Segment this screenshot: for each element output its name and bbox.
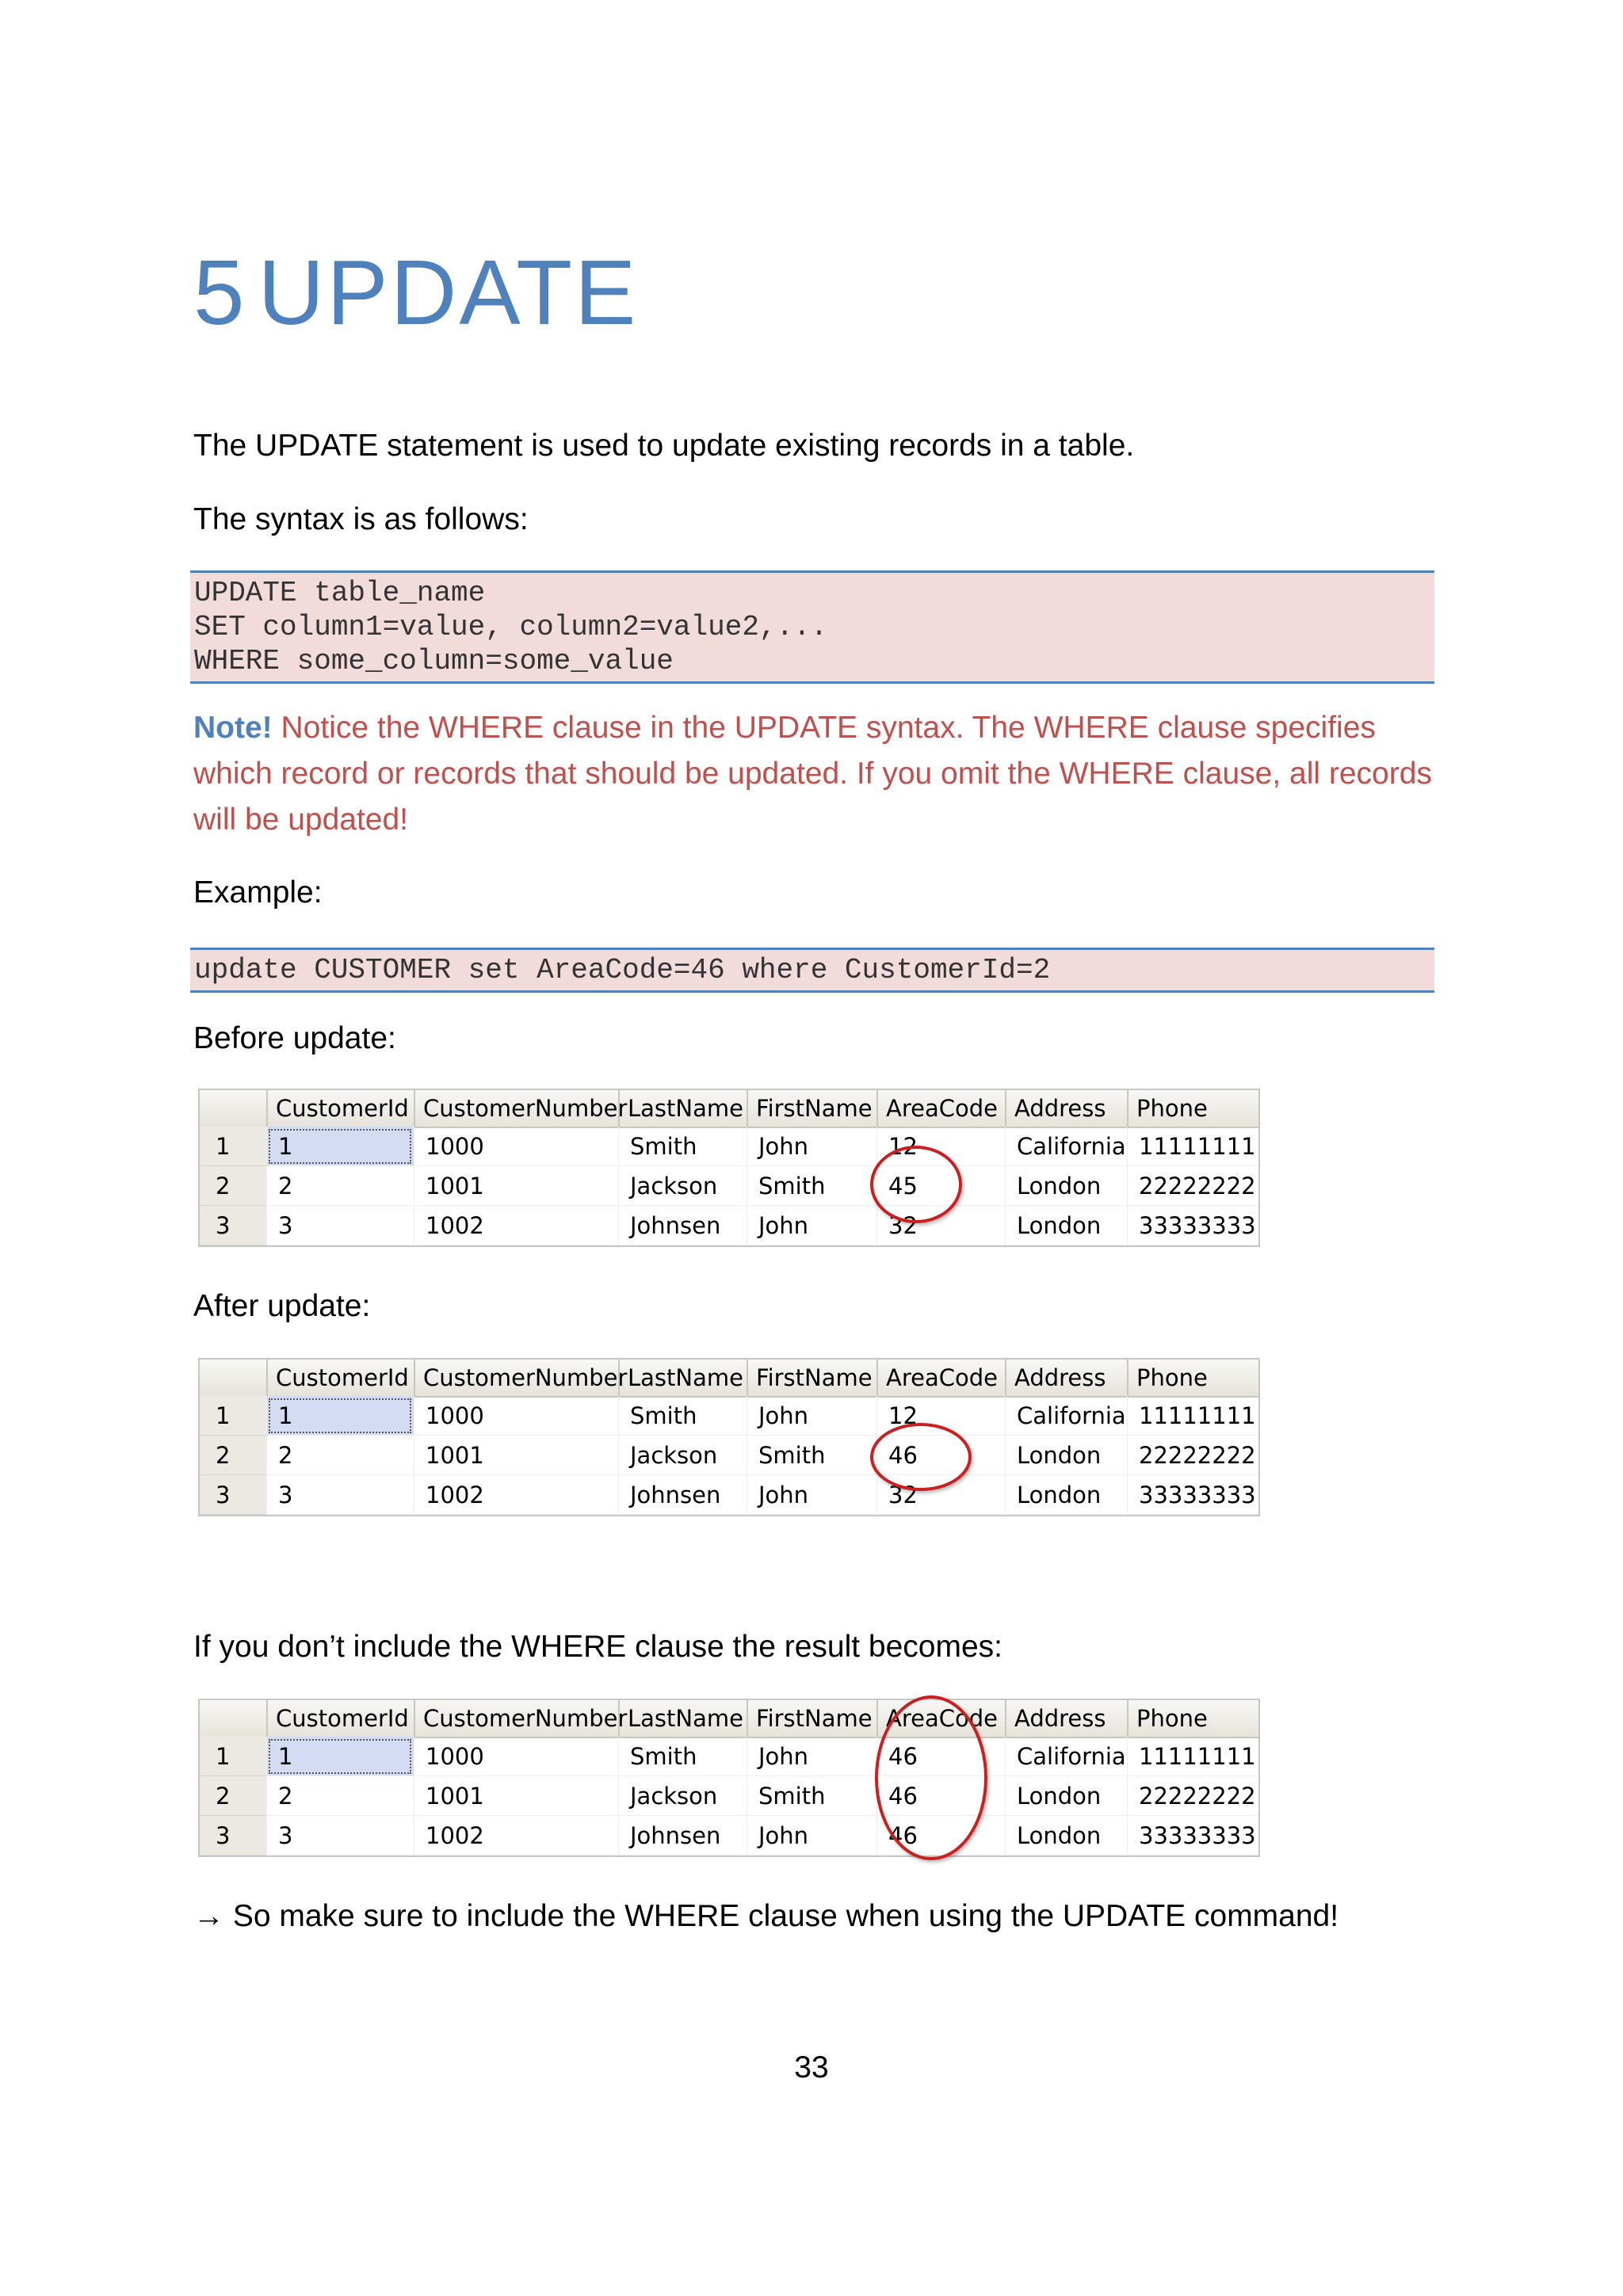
cell-address[interactable]: London bbox=[1005, 1436, 1127, 1475]
cell-firstname[interactable]: Smith bbox=[747, 1436, 876, 1475]
cell-areacode[interactable]: 46 bbox=[876, 1776, 1005, 1816]
column-header-areacode[interactable]: AreaCode bbox=[876, 1360, 1005, 1396]
column-header-phone[interactable]: Phone bbox=[1127, 1090, 1258, 1127]
cell-phone[interactable]: 11111111 bbox=[1127, 1127, 1258, 1166]
cell-lastname[interactable]: Smith bbox=[618, 1396, 747, 1436]
page-number: 33 bbox=[794, 2050, 829, 2084]
cell-customernumber[interactable]: 1001 bbox=[414, 1166, 618, 1206]
row-number[interactable]: 1 bbox=[200, 1737, 266, 1776]
cell-firstname[interactable]: John bbox=[747, 1475, 876, 1515]
row-number[interactable]: 1 bbox=[200, 1396, 266, 1436]
column-header-customerid[interactable]: CustomerId bbox=[266, 1090, 414, 1127]
cell-address[interactable]: California bbox=[1005, 1737, 1127, 1776]
section-heading bbox=[193, 238, 638, 348]
cell-firstname[interactable]: John bbox=[747, 1127, 876, 1166]
column-header-phone[interactable]: Phone bbox=[1127, 1360, 1258, 1396]
cell-customernumber[interactable]: 1001 bbox=[414, 1776, 618, 1816]
intro-text: The UPDATE statement is used to update existing records in a table. bbox=[193, 429, 1135, 463]
grid-header-row bbox=[200, 1700, 1258, 1738]
column-header-customernumber[interactable]: CustomerNumber bbox=[414, 1700, 618, 1737]
nowhere-results-grid bbox=[198, 1699, 1260, 1857]
row-number[interactable]: 1 bbox=[200, 1127, 266, 1166]
syntax-code-block bbox=[190, 570, 1434, 684]
cell-customerid[interactable]: 1 bbox=[266, 1127, 414, 1166]
column-header-areacode[interactable]: AreaCode bbox=[876, 1090, 1005, 1127]
cell-areacode[interactable]: 32 bbox=[876, 1475, 1005, 1515]
cell-areacode[interactable]: 46 bbox=[876, 1816, 1005, 1855]
cell-customerid[interactable]: 1 bbox=[266, 1737, 414, 1776]
cell-phone[interactable]: 33333333 bbox=[1127, 1206, 1258, 1245]
row-number[interactable]: 2 bbox=[200, 1776, 266, 1816]
cell-customernumber[interactable]: 1002 bbox=[414, 1475, 618, 1515]
cell-address[interactable]: London bbox=[1005, 1475, 1127, 1515]
highlight-circle bbox=[870, 1146, 962, 1223]
section-number: 5 bbox=[193, 241, 247, 344]
cell-customernumber[interactable]: 1000 bbox=[414, 1737, 618, 1776]
conclusion-text: → So make sure to include the WHERE clause when using the UPDATE command! bbox=[193, 1899, 1339, 1933]
cell-customerid[interactable]: 3 bbox=[266, 1475, 414, 1515]
cell-firstname[interactable]: John bbox=[747, 1206, 876, 1245]
cell-firstname[interactable]: Smith bbox=[747, 1776, 876, 1816]
column-header-firstname[interactable]: FirstName bbox=[747, 1090, 876, 1127]
after-results-grid bbox=[198, 1358, 1260, 1516]
cell-areacode[interactable]: 45 bbox=[876, 1166, 1005, 1206]
before-label: Before update: bbox=[193, 1021, 396, 1055]
column-header-address[interactable]: Address bbox=[1005, 1700, 1127, 1737]
row-number[interactable]: 3 bbox=[200, 1816, 266, 1855]
column-header-firstname[interactable]: FirstName bbox=[747, 1700, 876, 1737]
grid-corner-cell bbox=[200, 1700, 266, 1737]
cell-customernumber[interactable]: 1000 bbox=[414, 1127, 618, 1166]
note-label: Note! bbox=[193, 711, 273, 745]
cell-customerid[interactable]: 2 bbox=[266, 1436, 414, 1475]
example-code-line: update CUSTOMER set AreaCode=46 where CustomerId=2 bbox=[194, 954, 1051, 986]
cell-phone[interactable]: 22222222 bbox=[1127, 1436, 1258, 1475]
column-header-phone[interactable]: Phone bbox=[1127, 1700, 1258, 1737]
column-header-areacode[interactable]: AreaCode bbox=[876, 1700, 1005, 1737]
cell-firstname[interactable]: Smith bbox=[747, 1166, 876, 1206]
column-header-customerid[interactable]: CustomerId bbox=[266, 1700, 414, 1737]
column-header-lastname[interactable]: LastName bbox=[618, 1700, 747, 1737]
cell-lastname[interactable]: Jackson bbox=[618, 1776, 747, 1816]
cell-customernumber[interactable]: 1002 bbox=[414, 1206, 618, 1245]
cell-address[interactable]: London bbox=[1005, 1816, 1127, 1855]
cell-phone[interactable]: 11111111 bbox=[1127, 1396, 1258, 1436]
cell-lastname[interactable]: Jackson bbox=[618, 1166, 747, 1206]
cell-customernumber[interactable]: 1001 bbox=[414, 1436, 618, 1475]
cell-customerid[interactable]: 1 bbox=[266, 1396, 414, 1436]
cell-customerid[interactable]: 2 bbox=[266, 1166, 414, 1206]
cell-address[interactable]: California bbox=[1005, 1127, 1127, 1166]
cell-firstname[interactable]: John bbox=[747, 1396, 876, 1436]
column-header-address[interactable]: Address bbox=[1005, 1360, 1127, 1396]
cell-firstname[interactable]: John bbox=[747, 1737, 876, 1776]
cell-phone[interactable]: 33333333 bbox=[1127, 1475, 1258, 1515]
grid-corner-cell bbox=[200, 1360, 266, 1396]
syntax-code-line: WHERE some_column=some_value bbox=[194, 645, 674, 677]
section-title: UPDATE bbox=[258, 241, 639, 344]
syntax-code-line: SET column1=value, column2=value2,... bbox=[194, 611, 828, 643]
cell-lastname[interactable]: Jackson bbox=[618, 1436, 747, 1475]
cell-areacode[interactable]: 32 bbox=[876, 1206, 1005, 1245]
cell-phone[interactable]: 11111111 bbox=[1127, 1737, 1258, 1776]
example-label: Example: bbox=[193, 875, 323, 910]
column-header-customernumber[interactable]: CustomerNumber bbox=[414, 1090, 618, 1127]
column-header-firstname[interactable]: FirstName bbox=[747, 1360, 876, 1396]
example-code-block bbox=[190, 948, 1434, 993]
before-results-grid bbox=[198, 1089, 1260, 1247]
note-paragraph bbox=[193, 705, 1461, 843]
row-number[interactable]: 2 bbox=[200, 1436, 266, 1475]
column-header-customerid[interactable]: CustomerId bbox=[266, 1360, 414, 1396]
cell-areacode[interactable]: 46 bbox=[876, 1737, 1005, 1776]
cell-lastname[interactable]: Johnsen bbox=[618, 1475, 747, 1515]
after-label: After update: bbox=[193, 1289, 371, 1323]
cell-areacode[interactable]: 12 bbox=[876, 1127, 1005, 1166]
syntax-label: The syntax is as follows: bbox=[193, 502, 529, 536]
row-number[interactable]: 3 bbox=[200, 1206, 266, 1245]
column-header-lastname[interactable]: LastName bbox=[618, 1360, 747, 1396]
column-header-customernumber[interactable]: CustomerNumber bbox=[414, 1360, 618, 1396]
column-header-lastname[interactable]: LastName bbox=[618, 1090, 747, 1127]
row-number[interactable]: 3 bbox=[200, 1475, 266, 1515]
grid-header-row bbox=[200, 1360, 1258, 1398]
cell-phone[interactable]: 22222222 bbox=[1127, 1776, 1258, 1816]
grid-header-row bbox=[200, 1090, 1258, 1128]
note-text: Notice the WHERE clause in the UPDATE syntax. The WHERE clause specifies which record or records that should be updated. If you omit the WHERE clause, all records will be updated! bbox=[193, 711, 1432, 837]
cell-address[interactable]: London bbox=[1005, 1776, 1127, 1816]
column-header-address[interactable]: Address bbox=[1005, 1090, 1127, 1127]
syntax-code-line: UPDATE table_name bbox=[194, 577, 486, 609]
cell-customernumber[interactable]: 1000 bbox=[414, 1396, 618, 1436]
cell-customerid[interactable]: 3 bbox=[266, 1816, 414, 1855]
cell-lastname[interactable]: Smith bbox=[618, 1127, 747, 1166]
highlight-circle bbox=[870, 1423, 972, 1491]
nowhere-label: If you don’t include the WHERE clause the result becomes: bbox=[193, 1630, 1003, 1664]
cell-areacode[interactable]: 46 bbox=[876, 1436, 1005, 1475]
highlight-circle bbox=[875, 1695, 987, 1860]
grid-corner-cell bbox=[200, 1090, 266, 1127]
cell-firstname[interactable]: John bbox=[747, 1816, 876, 1855]
row-number[interactable]: 2 bbox=[200, 1166, 266, 1206]
cell-address[interactable]: London bbox=[1005, 1166, 1127, 1206]
cell-customernumber[interactable]: 1002 bbox=[414, 1816, 618, 1855]
cell-lastname[interactable]: Johnsen bbox=[618, 1816, 747, 1855]
cell-phone[interactable]: 33333333 bbox=[1127, 1816, 1258, 1855]
cell-lastname[interactable]: Johnsen bbox=[618, 1206, 747, 1245]
cell-phone[interactable]: 22222222 bbox=[1127, 1166, 1258, 1206]
cell-address[interactable]: California bbox=[1005, 1396, 1127, 1436]
cell-lastname[interactable]: Smith bbox=[618, 1737, 747, 1776]
cell-address[interactable]: London bbox=[1005, 1206, 1127, 1245]
cell-areacode[interactable]: 12 bbox=[876, 1396, 1005, 1436]
cell-customerid[interactable]: 3 bbox=[266, 1206, 414, 1245]
cell-customerid[interactable]: 2 bbox=[266, 1776, 414, 1816]
